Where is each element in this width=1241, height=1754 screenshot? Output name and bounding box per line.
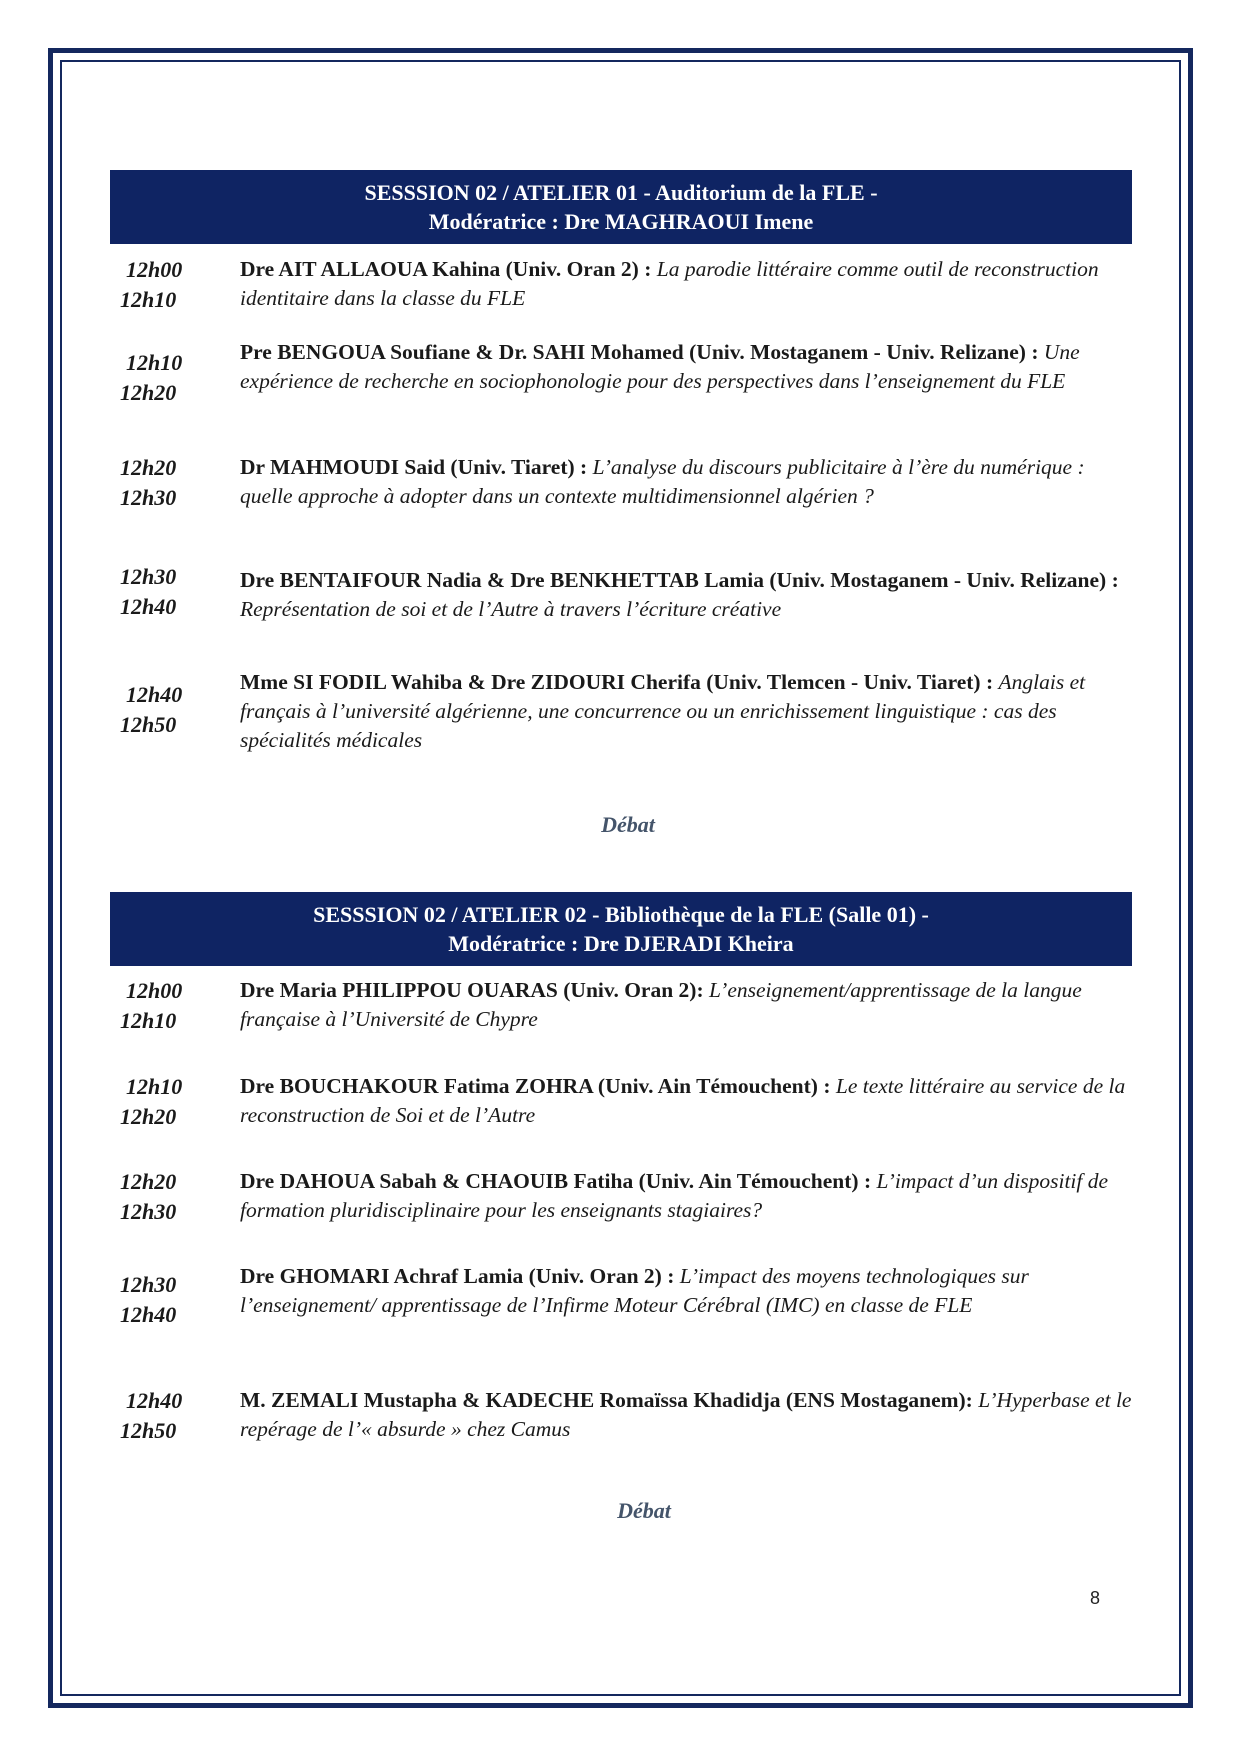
entry-separator: :	[1106, 568, 1119, 592]
end-time: 12h40	[120, 1302, 177, 1327]
end-time: 12h40	[120, 594, 177, 619]
entry-text	[240, 453, 1140, 511]
time-slot	[110, 1386, 230, 1446]
start-time: 12h10	[126, 350, 183, 375]
end-time: 12h30	[120, 1199, 177, 1224]
entry-title: Anglais et français à l’université algérienne, une concurrence ou un enrichissement linguistique : cas des spécialités médicales	[240, 670, 1086, 752]
end-time: 12h10	[120, 287, 177, 312]
end-time: 12h50	[120, 712, 177, 737]
start-time: 12h30	[120, 564, 177, 589]
end-time: 12h50	[120, 1418, 177, 1443]
entry-authors: Dr MAHMOUDI Said (Univ. Tiaret)	[240, 455, 575, 479]
entry-authors: Dre AIT ALLAOUA Kahina (Univ. Oran 2)	[240, 257, 639, 281]
entry-text	[240, 668, 1140, 755]
entry-title: Le texte littéraire au service de la reconstruction de Soi et de l’Autre	[240, 1074, 1126, 1127]
session-moderator: Modératrice : Dre MAGHRAOUI Imene	[428, 209, 814, 234]
end-time: 12h20	[120, 380, 177, 405]
entry-text	[240, 338, 1140, 396]
end-time: 12h10	[120, 1008, 177, 1033]
entry-authors: Dre BOUCHAKOUR Fatima ZOHRA (Univ. Ain Témouchent)	[240, 1074, 818, 1098]
debate-label: Débat	[601, 812, 655, 837]
entry-text	[240, 255, 1140, 313]
session-header	[110, 170, 1132, 244]
end-time: 12h30	[120, 485, 177, 510]
entry-authors: Dre GHOMARI Achraf Lamia (Univ. Oran 2)	[240, 1264, 662, 1288]
entry-authors: M. ZEMALI Mustapha & KADECHE Romaïssa Khadidja (ENS Mostaganem):	[240, 1388, 973, 1412]
entry-authors: Dre BENTAIFOUR Nadia & Dre BENKHETTAB Lamia (Univ. Mostaganem - Univ. Relizane)	[240, 568, 1107, 592]
entry-title: Une expérience de recherche en sociophonologie pour des perspectives dans l’enseignement du FLE	[240, 340, 1080, 393]
page-number: 8	[1090, 1588, 1101, 1608]
time-slot	[110, 562, 230, 622]
start-time: 12h00	[126, 257, 183, 282]
entry-separator: :	[574, 455, 593, 479]
time-slot	[110, 1072, 230, 1132]
time-slot	[110, 453, 230, 513]
entry-text	[240, 1262, 1140, 1320]
entry-authors: Dre DAHOUA Sabah & CHAOUIB Fatiha (Univ. Ain Témouchent)	[240, 1169, 859, 1193]
time-slot	[110, 1167, 230, 1227]
session-header	[110, 892, 1132, 966]
start-time: 12h30	[120, 1272, 177, 1297]
session-moderator: Modératrice : Dre DJERADI Kheira	[448, 931, 794, 956]
entry-separator: :	[980, 670, 999, 694]
start-time: 12h10	[126, 1074, 183, 1099]
entry-title: L’impact des moyens technologiques sur l’enseignement/ apprentissage de l’Infirme Moteur Cérébral (IMC) en classe de FLE	[240, 1264, 1029, 1317]
start-time: 12h20	[120, 455, 177, 480]
start-time: 12h40	[126, 1388, 183, 1413]
entry-title: La parodie littéraire comme outil de reconstruction identitaire dans la classe du FLE	[240, 257, 1099, 310]
entry-authors: Dre Maria PHILIPPOU OUARAS (Univ. Oran 2):	[240, 978, 704, 1002]
entry-separator: :	[661, 1264, 680, 1288]
entry-separator: :	[817, 1074, 836, 1098]
entry-separator: :	[1025, 340, 1044, 364]
entry-text	[240, 1167, 1140, 1225]
entry-authors: Mme SI FODIL Wahiba & Dre ZIDOURI Cherifa (Univ. Tlemcen - Univ. Tiaret)	[240, 670, 981, 694]
entry-title: Représentation de soi et de l’Autre à travers l’écriture créative	[240, 597, 782, 621]
time-slot	[110, 348, 230, 408]
entry-text	[240, 1386, 1140, 1444]
start-time: 12h00	[126, 978, 183, 1003]
entry-separator: :	[858, 1169, 877, 1193]
time-slot	[110, 1270, 230, 1330]
entry-text	[240, 1072, 1140, 1130]
end-time: 12h20	[120, 1104, 177, 1129]
entry-text	[240, 976, 1140, 1034]
debate-label: Débat	[617, 1498, 671, 1523]
time-slot	[110, 976, 230, 1036]
start-time: 12h20	[120, 1169, 177, 1194]
entry-authors: Pre BENGOUA Soufiane & Dr. SAHI Mohamed (Univ. Mostaganem - Univ. Relizane)	[240, 340, 1026, 364]
session-heading: SESSSION 02 / ATELIER 02 - Bibliothèque de la FLE (Salle 01) -	[313, 902, 929, 927]
entry-title: L’analyse du discours publicitaire à l’ère du numérique : quelle approche à adopter dans un contexte multidimensionnel algérien ?	[240, 455, 1085, 508]
entry-text	[240, 566, 1140, 624]
entry-separator: :	[638, 257, 657, 281]
entry-title: L’enseignement/apprentissage de la langue française à l’Université de Chypre	[240, 978, 1082, 1031]
start-time: 12h40	[126, 682, 183, 707]
entry-title: L’impact d’un dispositif de formation pluridisciplinaire pour les enseignants stagiaires?	[240, 1169, 1109, 1222]
time-slot	[110, 680, 230, 740]
session-heading: SESSSION 02 / ATELIER 01 - Auditorium de la FLE -	[364, 180, 878, 205]
time-slot	[110, 255, 230, 315]
entry-title: L’Hyperbase et le repérage de l’« absurde » chez Camus	[240, 1388, 1132, 1441]
